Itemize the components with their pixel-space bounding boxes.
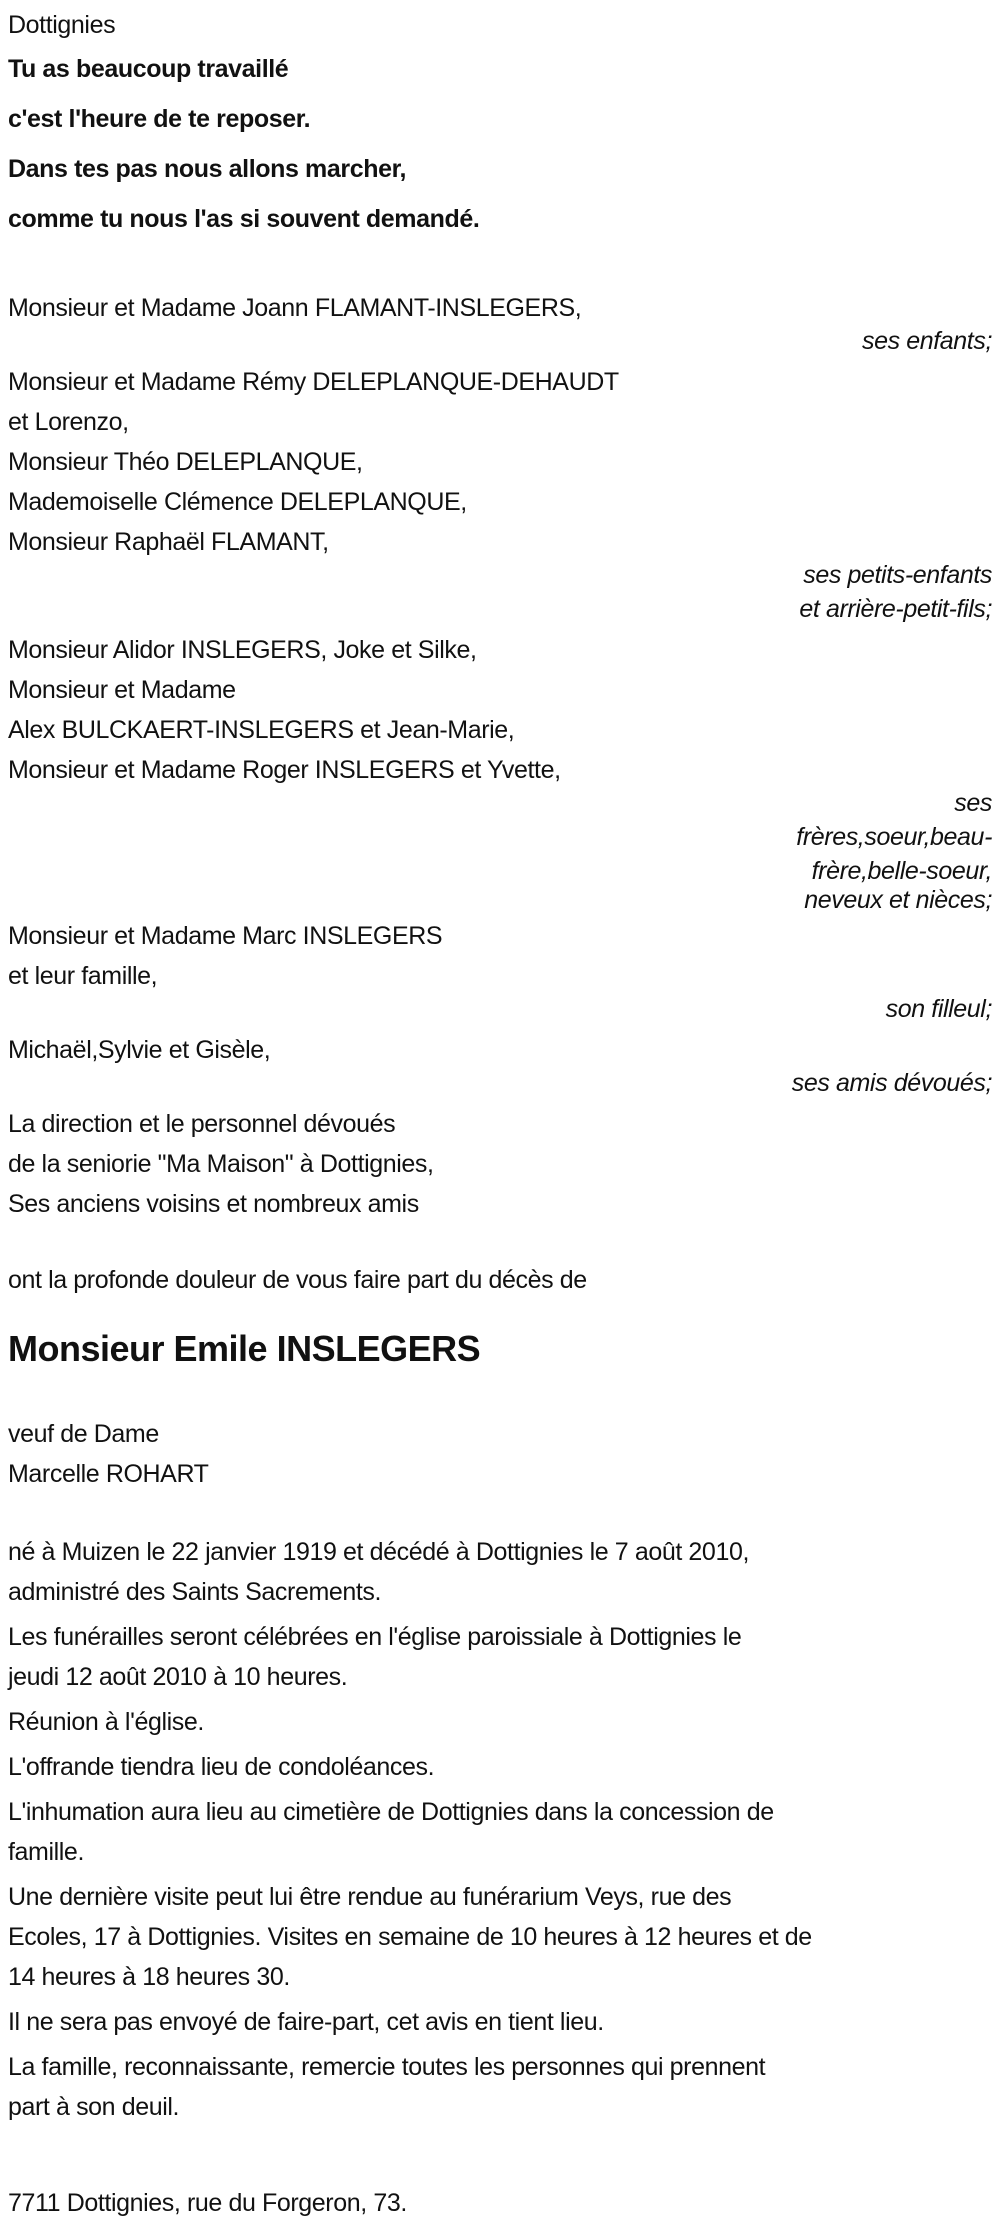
- family-name-line: Monsieur Théo DELEPLANQUE,: [8, 448, 363, 476]
- family-name-line: et Lorenzo,: [8, 408, 129, 436]
- detail-line: part à son deuil.: [8, 2093, 180, 2121]
- epigraph-line: Tu as beaucoup travaillé: [8, 55, 289, 83]
- detail-paragraph-no-card: [8, 2002, 992, 2042]
- family-name-line: Mademoiselle Clémence DELEPLANQUE,: [8, 488, 467, 516]
- detail-line: Une dernière visite peut lui être rendue au funérarium Veys, rue des: [8, 1883, 732, 1911]
- epigraph: [8, 44, 992, 244]
- detail-paragraph-thanks: [8, 2047, 992, 2127]
- family-name-line: Michaël,Sylvie et Gisèle,: [8, 1036, 271, 1064]
- detail-line: famille.: [8, 1838, 84, 1866]
- epigraph-line: Dans tes pas nous allons marcher,: [8, 155, 407, 183]
- detail-line: Ecoles, 17 à Dottignies. Visites en semaine de 10 heures à 12 heures et de: [8, 1923, 812, 1951]
- relation-line: et arrière-petit-fils;: [799, 595, 992, 623]
- family-name-line: de la seniorie "Ma Maison" à Dottignies,: [8, 1150, 434, 1178]
- family-name-line: Alex BULCKAERT-INSLEGERS et Jean-Marie,: [8, 716, 515, 744]
- detail-paragraph-visits: [8, 1877, 992, 1997]
- deceased-name-heading: Monsieur Emile INSLEGERS: [8, 1328, 481, 1369]
- relation-line: ses amis dévoués;: [791, 1069, 992, 1097]
- family-name-line: La direction et le personnel dévoués: [8, 1110, 396, 1138]
- family-group-grandchildren: [8, 362, 992, 626]
- family-name-line: Monsieur et Madame: [8, 676, 236, 704]
- detail-line: 14 heures à 18 heures 30.: [8, 1963, 290, 1991]
- relation-block: [8, 1066, 992, 1100]
- family-name-line: Monsieur Alidor INSLEGERS, Joke et Silke,: [8, 636, 477, 664]
- detail-paragraph-offering: [8, 1747, 992, 1787]
- family-name-line: Monsieur et Madame Rémy DELEPLANQUE-DEHAUDT: [8, 368, 619, 396]
- family-group-friends: [8, 1030, 992, 1100]
- detail-paragraph-birth-death: [8, 1532, 992, 1612]
- widower-block: [8, 1414, 992, 1494]
- detail-paragraph-burial: [8, 1792, 992, 1872]
- relation-line: ses petits-enfants: [803, 561, 992, 589]
- detail-paragraph-funeral-service: [8, 1617, 992, 1697]
- family-name-line: Monsieur Raphaël FLAMANT,: [8, 528, 329, 556]
- relation-block: [8, 558, 992, 626]
- epigraph-line: comme tu nous l'as si souvent demandé.: [8, 205, 480, 233]
- epigraph-line: c'est l'heure de te reposer.: [8, 105, 311, 133]
- relation-block: [8, 786, 992, 912]
- family-group-children: [8, 288, 992, 358]
- detail-line: jeudi 12 août 2010 à 10 heures.: [8, 1663, 348, 1691]
- family-address: 7711 Dottignies, rue du Forgeron, 73.: [8, 2189, 407, 2217]
- detail-line: né à Muizen le 22 janvier 1919 et décédé à Dottignies le 7 août 2010,: [8, 1538, 749, 1566]
- relation-line: ses enfants;: [861, 327, 992, 355]
- location-label: Dottignies: [8, 11, 116, 39]
- detail-line: Les funérailles seront célébrées en l'église paroissiale à Dottignies le: [8, 1623, 742, 1651]
- family-name-line: Monsieur et Madame Roger INSLEGERS et Yvette,: [8, 756, 561, 784]
- family-name-line: Monsieur et Madame Marc INSLEGERS: [8, 922, 443, 950]
- relation-block: [8, 992, 992, 1026]
- relation-line: neveux et nièces;: [804, 886, 992, 914]
- detail-line: Réunion à l'église.: [8, 1708, 204, 1736]
- detail-line: L'inhumation aura lieu au cimetière de Dottignies dans la concession de: [8, 1798, 774, 1826]
- detail-line: administré des Saints Sacrements.: [8, 1578, 382, 1606]
- relation-line: son filleul;: [885, 995, 992, 1023]
- widower-line: veuf de Dame: [8, 1420, 159, 1448]
- detail-line: L'offrande tiendra lieu de condoléances.: [8, 1753, 435, 1781]
- relation-line: ses: [954, 789, 992, 817]
- relation-line: frères,soeur,beau-: [796, 823, 992, 851]
- family-name-line: Ses anciens voisins et nombreux amis: [8, 1190, 419, 1218]
- family-group-godson: [8, 916, 992, 1026]
- widower-line: Marcelle ROHART: [8, 1460, 209, 1488]
- announcement-intro-line: ont la profonde douleur de vous faire part du décès de: [8, 1266, 587, 1294]
- detail-line: Il ne sera pas envoyé de faire-part, cet avis en tient lieu.: [8, 2008, 604, 2036]
- detail-paragraph-meeting: [8, 1702, 992, 1742]
- funeral-details: [8, 1532, 992, 2127]
- family-group-siblings: [8, 630, 992, 912]
- family-name-line: et leur famille,: [8, 962, 158, 990]
- family-name-line: Monsieur et Madame Joann FLAMANT-INSLEGERS,: [8, 294, 582, 322]
- family-group-staff-neighbours: [8, 1104, 992, 1224]
- detail-line: La famille, reconnaissante, remercie toutes les personnes qui prennent: [8, 2053, 766, 2081]
- relation-block: [8, 324, 992, 358]
- relation-line: frère,belle-soeur,: [811, 857, 992, 885]
